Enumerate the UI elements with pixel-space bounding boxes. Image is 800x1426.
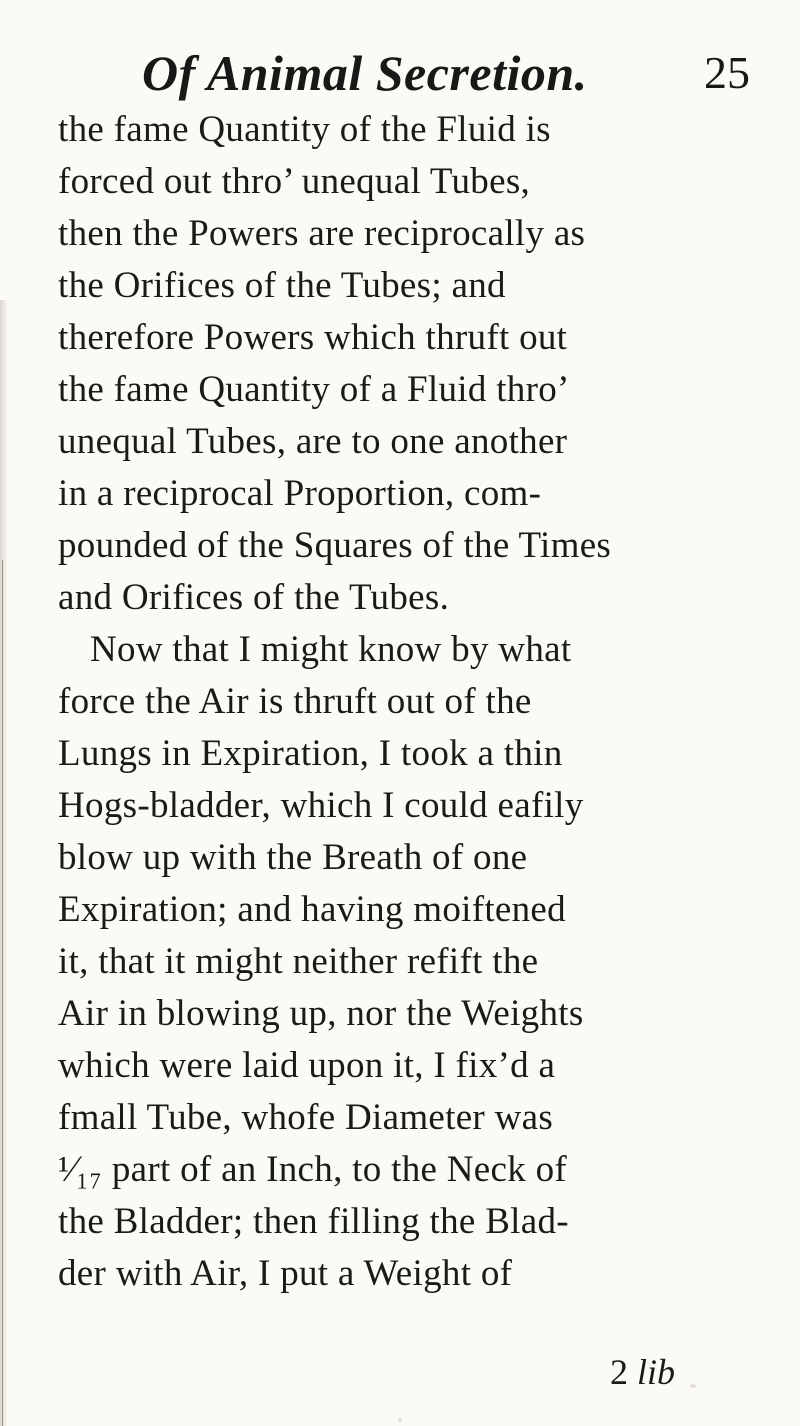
text-line: then the Powers are reciprocally as <box>58 213 586 254</box>
page-number: 25 <box>704 47 750 98</box>
text-line: Air in blowing up, nor the Weights <box>58 993 584 1034</box>
text-line: the Bladder; then filling the Blad- <box>58 1201 569 1242</box>
text-line: the Orifices of the Tubes; and <box>58 265 506 306</box>
catchword-number: 2 <box>610 1352 628 1392</box>
paragraph-first-line: Now that I might know by what <box>90 629 572 670</box>
text-line: fmall Tube, whofe Diameter was <box>58 1097 554 1138</box>
text-line: force the Air is thruft out of the <box>58 681 532 722</box>
text-line: in a reciprocal Proportion, com- <box>58 473 542 514</box>
text-line: therefore Powers which thruft out <box>58 317 568 358</box>
ink-speck <box>398 1418 402 1422</box>
text-line: and Orifices of the Tubes. <box>58 577 450 618</box>
text-line: the fame Quantity of a Fluid thro’ <box>58 369 570 410</box>
text-line: pounded of the Squares of the Times <box>58 525 612 566</box>
text-line: unequal Tubes, are to one another <box>58 421 568 462</box>
text-line: Lungs in Expiration, I took a thin <box>58 733 563 774</box>
running-head-title: Of Animal Secretion. <box>142 45 588 101</box>
binding-edge-line <box>2 560 3 1426</box>
text-line: ¹⁄₁₇ part of an Inch, to the Neck of <box>58 1149 567 1190</box>
ink-speck <box>690 1384 696 1388</box>
text-line: the fame Quantity of the Fluid is <box>58 109 551 150</box>
text-line: Expiration; and having moiftened <box>58 889 566 930</box>
text-line: which were laid upon it, I fix’d a <box>58 1045 556 1086</box>
text-line: blow up with the Breath of one <box>58 837 528 878</box>
text-line: der with Air, I put a Weight of <box>58 1253 513 1294</box>
catchword <box>610 1346 675 1398</box>
text-line: Hogs-bladder, which I could eafily <box>58 785 584 826</box>
text-line: it, that it might neither refift the <box>58 941 539 982</box>
text-line: forced out thro’ unequal Tubes, <box>58 161 531 202</box>
catchword-word: lib <box>637 1352 676 1392</box>
running-head <box>0 38 800 108</box>
